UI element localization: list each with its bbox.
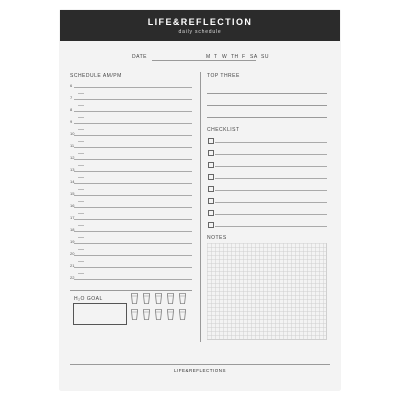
date-label: DATE xyxy=(132,54,147,60)
checklist-checkbox[interactable] xyxy=(208,162,214,168)
hour-number: 17 xyxy=(70,215,75,220)
footer-brand: LIFE&REFLECTIONS xyxy=(173,368,226,373)
hour-line[interactable] xyxy=(74,147,192,148)
water-glass-icon[interactable] xyxy=(143,293,150,304)
weekday-t[interactable]: T xyxy=(214,54,218,60)
hour-number: 19 xyxy=(70,239,75,244)
half-hour-tick xyxy=(78,201,84,202)
brand-subtitle: daily schedule xyxy=(178,29,222,35)
hour-number: 22 xyxy=(70,275,75,280)
hour-number: 20 xyxy=(70,251,75,256)
water-glass-icon[interactable] xyxy=(179,309,186,320)
checklist-checkbox[interactable] xyxy=(208,222,214,228)
notes-title: NOTES xyxy=(207,235,227,241)
weekday-selector xyxy=(206,54,326,62)
column-divider xyxy=(200,72,201,342)
hour-line[interactable] xyxy=(74,255,192,256)
h2o-divider xyxy=(70,290,192,291)
footer-divider xyxy=(70,364,330,365)
top-three-line-1[interactable] xyxy=(207,93,327,94)
half-hour-tick xyxy=(78,105,84,106)
hour-number: 12 xyxy=(70,155,75,160)
checklist-line[interactable] xyxy=(215,202,327,203)
schedule-title: SCHEDULE AM/PM xyxy=(70,73,122,79)
water-glass-icon[interactable] xyxy=(167,309,174,320)
water-glass-icon[interactable] xyxy=(179,293,186,304)
half-hour-tick xyxy=(78,117,84,118)
h2o-goal-box[interactable] xyxy=(73,303,127,325)
water-glass-icon[interactable] xyxy=(155,293,162,304)
notes-grid[interactable] xyxy=(207,243,327,340)
checklist-line[interactable] xyxy=(215,154,327,155)
half-hour-tick xyxy=(78,213,84,214)
top-three-title: TOP THREE xyxy=(207,73,240,79)
half-hour-tick xyxy=(78,249,84,250)
hour-line[interactable] xyxy=(74,279,192,280)
hour-number: 7 xyxy=(70,95,73,100)
checklist-checkbox[interactable] xyxy=(208,198,214,204)
hour-number: 16 xyxy=(70,203,75,208)
half-hour-tick xyxy=(78,189,84,190)
top-three-line-2[interactable] xyxy=(207,105,327,106)
header-band xyxy=(60,10,340,41)
checklist-line[interactable] xyxy=(215,142,327,143)
checklist-line[interactable] xyxy=(215,166,327,167)
weekday-m[interactable]: M xyxy=(206,54,211,60)
half-hour-tick xyxy=(78,237,84,238)
weekday-w[interactable]: W xyxy=(222,54,228,60)
checklist-line[interactable] xyxy=(215,214,327,215)
hour-number: 21 xyxy=(70,263,75,268)
half-hour-tick xyxy=(78,261,84,262)
h2o-title: H₂O GOAL xyxy=(74,296,103,302)
water-glass-icon[interactable] xyxy=(131,293,138,304)
checklist-checkbox[interactable] xyxy=(208,210,214,216)
half-hour-tick xyxy=(78,225,84,226)
water-glass-icon[interactable] xyxy=(143,309,150,320)
weekday-f[interactable]: F xyxy=(242,54,246,60)
checklist-line[interactable] xyxy=(215,178,327,179)
half-hour-tick xyxy=(78,177,84,178)
hour-number: 18 xyxy=(70,227,75,232)
hour-line[interactable] xyxy=(74,219,192,220)
half-hour-tick xyxy=(78,129,84,130)
checklist-line[interactable] xyxy=(215,226,327,227)
hour-line[interactable] xyxy=(74,135,192,136)
checklist-checkbox[interactable] xyxy=(208,150,214,156)
half-hour-tick xyxy=(78,165,84,166)
hour-line[interactable] xyxy=(74,171,192,172)
brand-title: LIFE&REFLECTION xyxy=(147,17,253,27)
checklist-title: CHECKLIST xyxy=(207,127,240,133)
hour-number: 9 xyxy=(70,119,73,124)
hour-line[interactable] xyxy=(74,87,192,88)
weekday-sa[interactable]: SA xyxy=(250,54,258,60)
weekday-su[interactable]: SU xyxy=(261,54,269,60)
hour-line[interactable] xyxy=(74,159,192,160)
hour-number: 15 xyxy=(70,191,75,196)
half-hour-tick xyxy=(78,153,84,154)
hour-line[interactable] xyxy=(74,207,192,208)
hour-number: 6 xyxy=(70,83,73,88)
water-glass-icon[interactable] xyxy=(155,309,162,320)
checklist-checkbox[interactable] xyxy=(208,138,214,144)
half-hour-tick xyxy=(78,273,84,274)
half-hour-tick xyxy=(78,93,84,94)
water-glass-icon[interactable] xyxy=(167,293,174,304)
hour-line[interactable] xyxy=(74,195,192,196)
hour-line[interactable] xyxy=(74,243,192,244)
checklist-checkbox[interactable] xyxy=(208,174,214,180)
hour-number: 11 xyxy=(70,143,75,148)
checklist-checkbox[interactable] xyxy=(208,186,214,192)
planner-sheet xyxy=(60,10,340,390)
hour-line[interactable] xyxy=(74,123,192,124)
checklist-line[interactable] xyxy=(215,190,327,191)
hour-line[interactable] xyxy=(74,231,192,232)
half-hour-tick xyxy=(78,141,84,142)
hour-number: 14 xyxy=(70,179,75,184)
hour-number: 8 xyxy=(70,107,73,112)
water-glass-icon[interactable] xyxy=(131,309,138,320)
hour-line[interactable] xyxy=(74,267,192,268)
top-three-line-3[interactable] xyxy=(207,117,327,118)
hour-number: 10 xyxy=(70,131,75,136)
hour-number: 13 xyxy=(70,167,75,172)
hour-line[interactable] xyxy=(74,183,192,184)
hour-line[interactable] xyxy=(74,111,192,112)
hour-line[interactable] xyxy=(74,99,192,100)
weekday-th[interactable]: TH xyxy=(231,54,239,60)
